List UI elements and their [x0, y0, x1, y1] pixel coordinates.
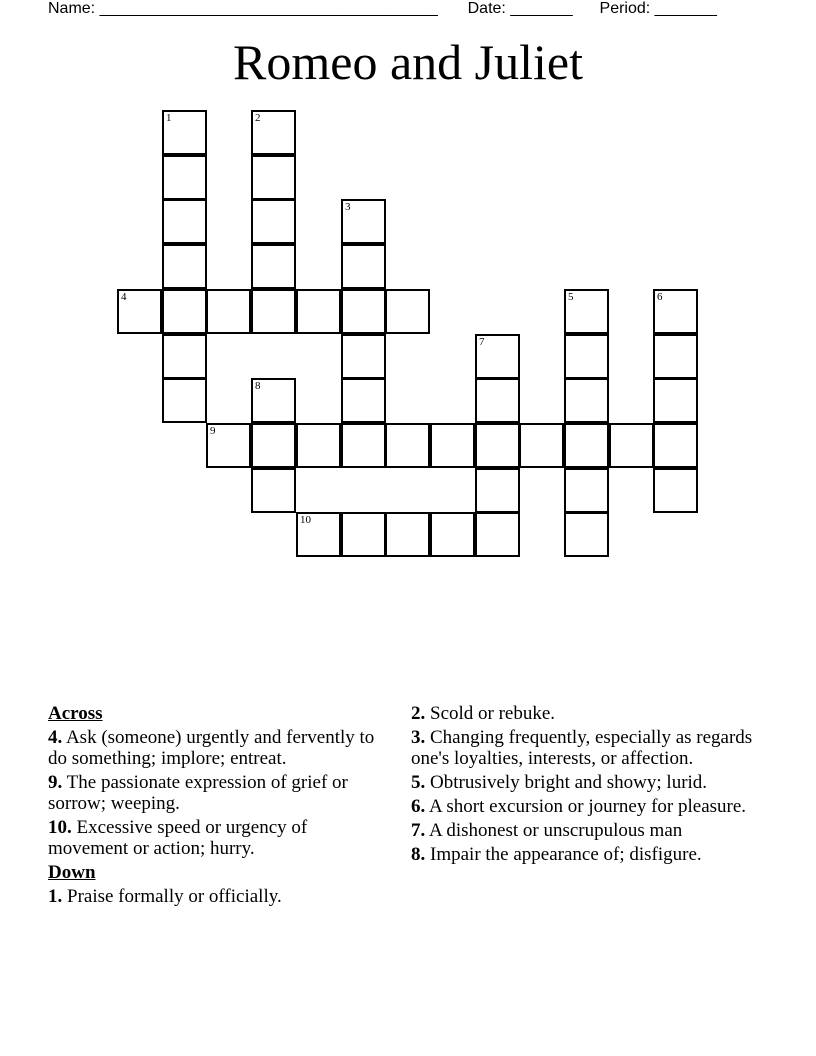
grid-cell[interactable]	[162, 378, 207, 423]
grid-cell[interactable]	[341, 334, 386, 379]
grid-cell[interactable]	[296, 512, 341, 557]
grid-cell[interactable]	[475, 334, 520, 379]
clues-left-column	[48, 703, 383, 910]
clue-number: 2	[255, 112, 261, 124]
grid-cell[interactable]	[251, 378, 296, 423]
clue-down-6: 6. A short excursion or journey for pleasure.	[411, 796, 747, 817]
grid-cell[interactable]	[653, 289, 698, 334]
grid-cell[interactable]	[475, 378, 520, 423]
grid-cell[interactable]	[296, 423, 341, 468]
clue-number: 8	[255, 380, 261, 392]
grid-cell[interactable]	[251, 468, 296, 513]
grid-cell[interactable]	[564, 378, 609, 423]
grid-cell[interactable]	[206, 423, 251, 468]
clue-number: 10	[300, 514, 311, 526]
grid-cell[interactable]	[564, 512, 609, 557]
grid-cell[interactable]	[251, 423, 296, 468]
grid-cell[interactable]	[341, 244, 386, 289]
grid-cell[interactable]	[251, 289, 296, 334]
clue-number: 6	[657, 291, 663, 303]
grid-cell[interactable]	[341, 423, 386, 468]
grid-cell[interactable]	[341, 378, 386, 423]
grid-cell[interactable]	[653, 423, 698, 468]
grid-cell[interactable]	[430, 423, 475, 468]
clue-down-7: 7. A dishonest or unscrupulous man	[411, 820, 683, 841]
clue-number: 1	[166, 112, 172, 124]
grid-cell[interactable]	[609, 423, 654, 468]
clue-across-10: 10. Excessive speed or urgency of movement or action; hurry.	[48, 817, 308, 859]
grid-cell[interactable]	[162, 289, 207, 334]
grid-cell[interactable]	[341, 512, 386, 557]
grid-cell[interactable]	[564, 334, 609, 379]
grid-cell[interactable]	[296, 289, 341, 334]
grid-cell[interactable]	[341, 289, 386, 334]
grid-cell[interactable]	[206, 289, 251, 334]
page-title: Romeo and Juliet	[233, 34, 583, 90]
clue-number: 4	[121, 291, 127, 303]
clue-down-3: 3. Changing frequently, especially as regards one's loyalties, interests, or affection.	[411, 727, 753, 769]
grid-cell[interactable]	[653, 334, 698, 379]
clue-number: 9	[210, 425, 216, 437]
grid-cell[interactable]	[564, 289, 609, 334]
clue-number: 5	[568, 291, 574, 303]
grid-cell[interactable]	[653, 378, 698, 423]
name-field: Name: ______________________________________	[48, 0, 438, 17]
clue-down-8: 8. Impair the appearance of; disfigure.	[411, 844, 702, 865]
grid-cell[interactable]	[162, 334, 207, 379]
grid-cell[interactable]	[475, 468, 520, 513]
across-heading: Across	[48, 703, 103, 724]
date-field: Date: _______	[467, 0, 573, 17]
clue-across-4: 4. Ask (someone) urgently and fervently to do something; implore; entreat.	[48, 727, 375, 769]
grid-cell[interactable]	[385, 289, 430, 334]
clue-across-9: 9. The passionate expression of grief or sorrow; weeping.	[48, 772, 348, 814]
grid-cell[interactable]	[251, 244, 296, 289]
clues-right-column	[411, 703, 756, 868]
down-heading: Down	[48, 862, 96, 883]
grid-cell[interactable]	[475, 423, 520, 468]
grid-cell[interactable]	[117, 289, 162, 334]
clue-down-2: 2. Scold or rebuke.	[411, 703, 556, 724]
grid-cell[interactable]	[162, 244, 207, 289]
period-field: Period: _______	[599, 0, 717, 17]
grid-cell[interactable]	[430, 512, 475, 557]
grid-cell[interactable]	[385, 512, 430, 557]
grid-cell[interactable]	[475, 512, 520, 557]
clue-number: 7	[479, 336, 485, 348]
grid-cell[interactable]	[162, 199, 207, 244]
grid-cell[interactable]	[653, 468, 698, 513]
grid-cell[interactable]	[519, 423, 564, 468]
grid-cell[interactable]	[564, 468, 609, 513]
grid-cell[interactable]	[251, 155, 296, 200]
grid-cell[interactable]	[564, 423, 609, 468]
grid-cell[interactable]	[162, 110, 207, 155]
clue-down-5: 5. Obtrusively bright and showy; lurid.	[411, 772, 708, 793]
grid-cell[interactable]	[251, 110, 296, 155]
grid-cell[interactable]	[385, 423, 430, 468]
grid-cell[interactable]	[341, 199, 386, 244]
grid-cell[interactable]	[162, 155, 207, 200]
clue-number: 3	[345, 201, 351, 213]
grid-cell[interactable]	[251, 199, 296, 244]
clue-down-1: 1. Praise formally or officially.	[48, 886, 282, 907]
